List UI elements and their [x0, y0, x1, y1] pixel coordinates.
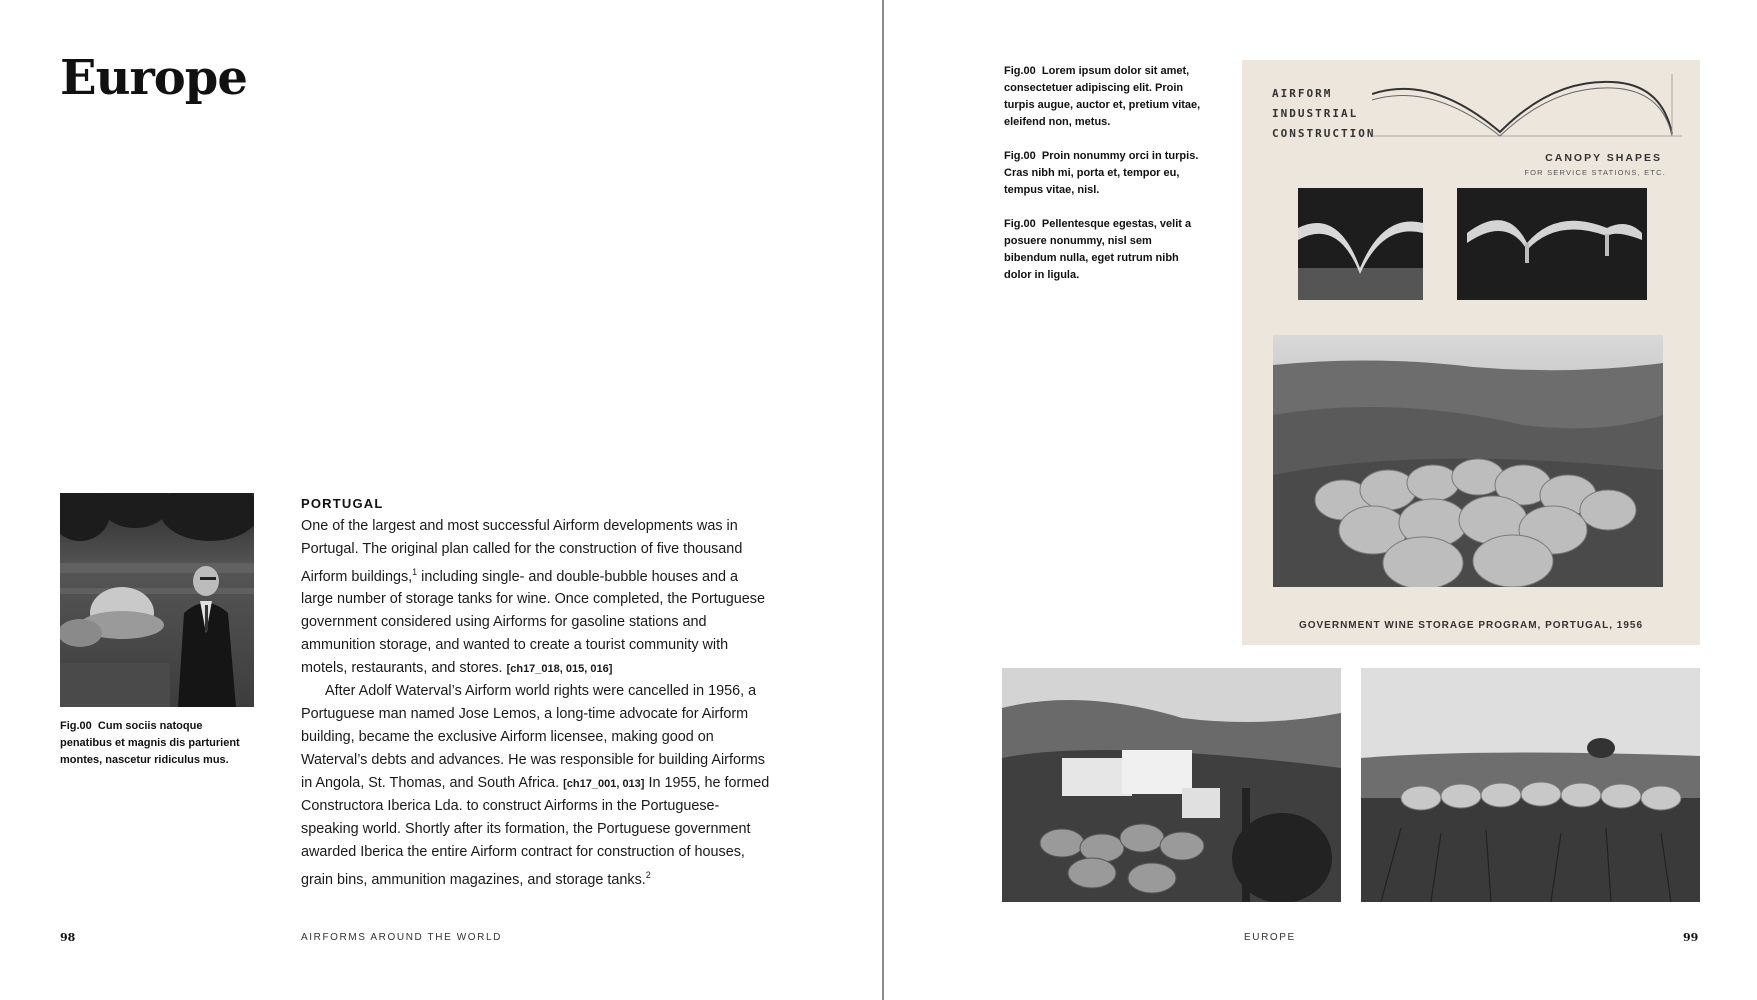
figure-caption: Fig.00 Pellentesque egestas, velit a posuere nonummy, nisl sem bibendum nulla, eget rutrum nibh dolor in ligula. — [1004, 218, 1192, 281]
brochure-footer: GOVERNMENT WINE STORAGE PROGRAM, PORTUGAL, 1956 — [1298, 620, 1644, 631]
portrait-caption-text: Cum sociis natoque penatibus et magnis dis parturient montes, nascetur ridiculus mus. — [60, 720, 240, 766]
canopy-subtitle: FOR SERVICE STATIONS, ETC. — [1524, 168, 1666, 177]
figure-caption: Fig.00 Proin nonummy orci in turpis. Cras nibh mi, porta et, tempor eu, tempus vitae, nisl. — [1004, 150, 1199, 196]
brochure-brand: AIRFORM INDUSTRIAL CONSTRUCTION — [1272, 87, 1376, 140]
running-head-left: AIRFORMS AROUND THE WORLD — [301, 932, 502, 943]
canopy-title: CANOPY SHAPES — [1545, 152, 1662, 164]
section-heading: PORTUGAL — [301, 496, 384, 511]
page-number-left: 98 — [60, 931, 76, 944]
portrait-caption — [60, 718, 255, 769]
image-reference: [ch17_001, 013] — [563, 777, 645, 790]
canopy-profile-drawing — [1372, 74, 1682, 144]
footnote-marker: 1 — [412, 566, 418, 577]
portrait-photo — [60, 493, 254, 707]
canopy-model-photo-2 — [1457, 188, 1647, 300]
canopy-model-photo-1 — [1298, 188, 1423, 300]
chapter-title: Europe — [60, 50, 247, 106]
winery-buildings-photo — [1002, 668, 1341, 902]
figure-captions — [1004, 63, 1204, 301]
wine-storage-photo — [1273, 335, 1663, 587]
right-page — [884, 0, 1757, 1000]
figure-caption: Fig.00 Lorem ipsum dolor sit amet, consectetuer adipiscing elit. Proin turpis augue, auctor et, pretium vitae, eleifend non, metus. — [1004, 65, 1201, 128]
brochure-scan — [1242, 60, 1700, 645]
body-text — [301, 515, 771, 891]
body-paragraph-2: After Adolf Waterval’s Airform world rights were cancelled in 1956, a Portuguese man named Jose Lemos, a long-time advocate for Airform building, became the exclusive Airform licensee, making good on Waterval’s debts and advances. He was responsible for building Airforms in Angola, St. Thomas, and South Africa. [ch17_001, 013] In 1955, he formed Constructora Iberica Lda. to construct Airforms in the Portuguese-speaking world. Shortly after its formation, the Portuguese government awarded Iberica the entire Airform contract for construction of houses, grain bins, ammunition magazines, and storage tanks.$^2$ — [301, 683, 770, 888]
portrait-photo-image — [60, 493, 254, 707]
image-reference: [ch17_018, 015, 016] — [506, 662, 613, 675]
footnote-marker: 2 — [645, 869, 651, 880]
running-head-right: EUROPE — [1244, 932, 1296, 943]
portrait-caption-fig: Fig.00 — [60, 720, 92, 732]
dome-vineyard-photo — [1361, 668, 1700, 902]
body-paragraph-1: One of the largest and most successful Airform developments was in Portugal. The original plan called for the construction of five thousand Airform buildings,$^1$ including single- and double-bubble houses and a large number of storage tanks for wine. Once completed, the Portuguese government considered using Airforms for gasoline stations and ammunition storage, and wanted to create a tourist community with motels, restaurants, and stores. [ch17_018, 015, 016] — [301, 518, 765, 676]
page-number-right: 99 — [1683, 931, 1699, 944]
